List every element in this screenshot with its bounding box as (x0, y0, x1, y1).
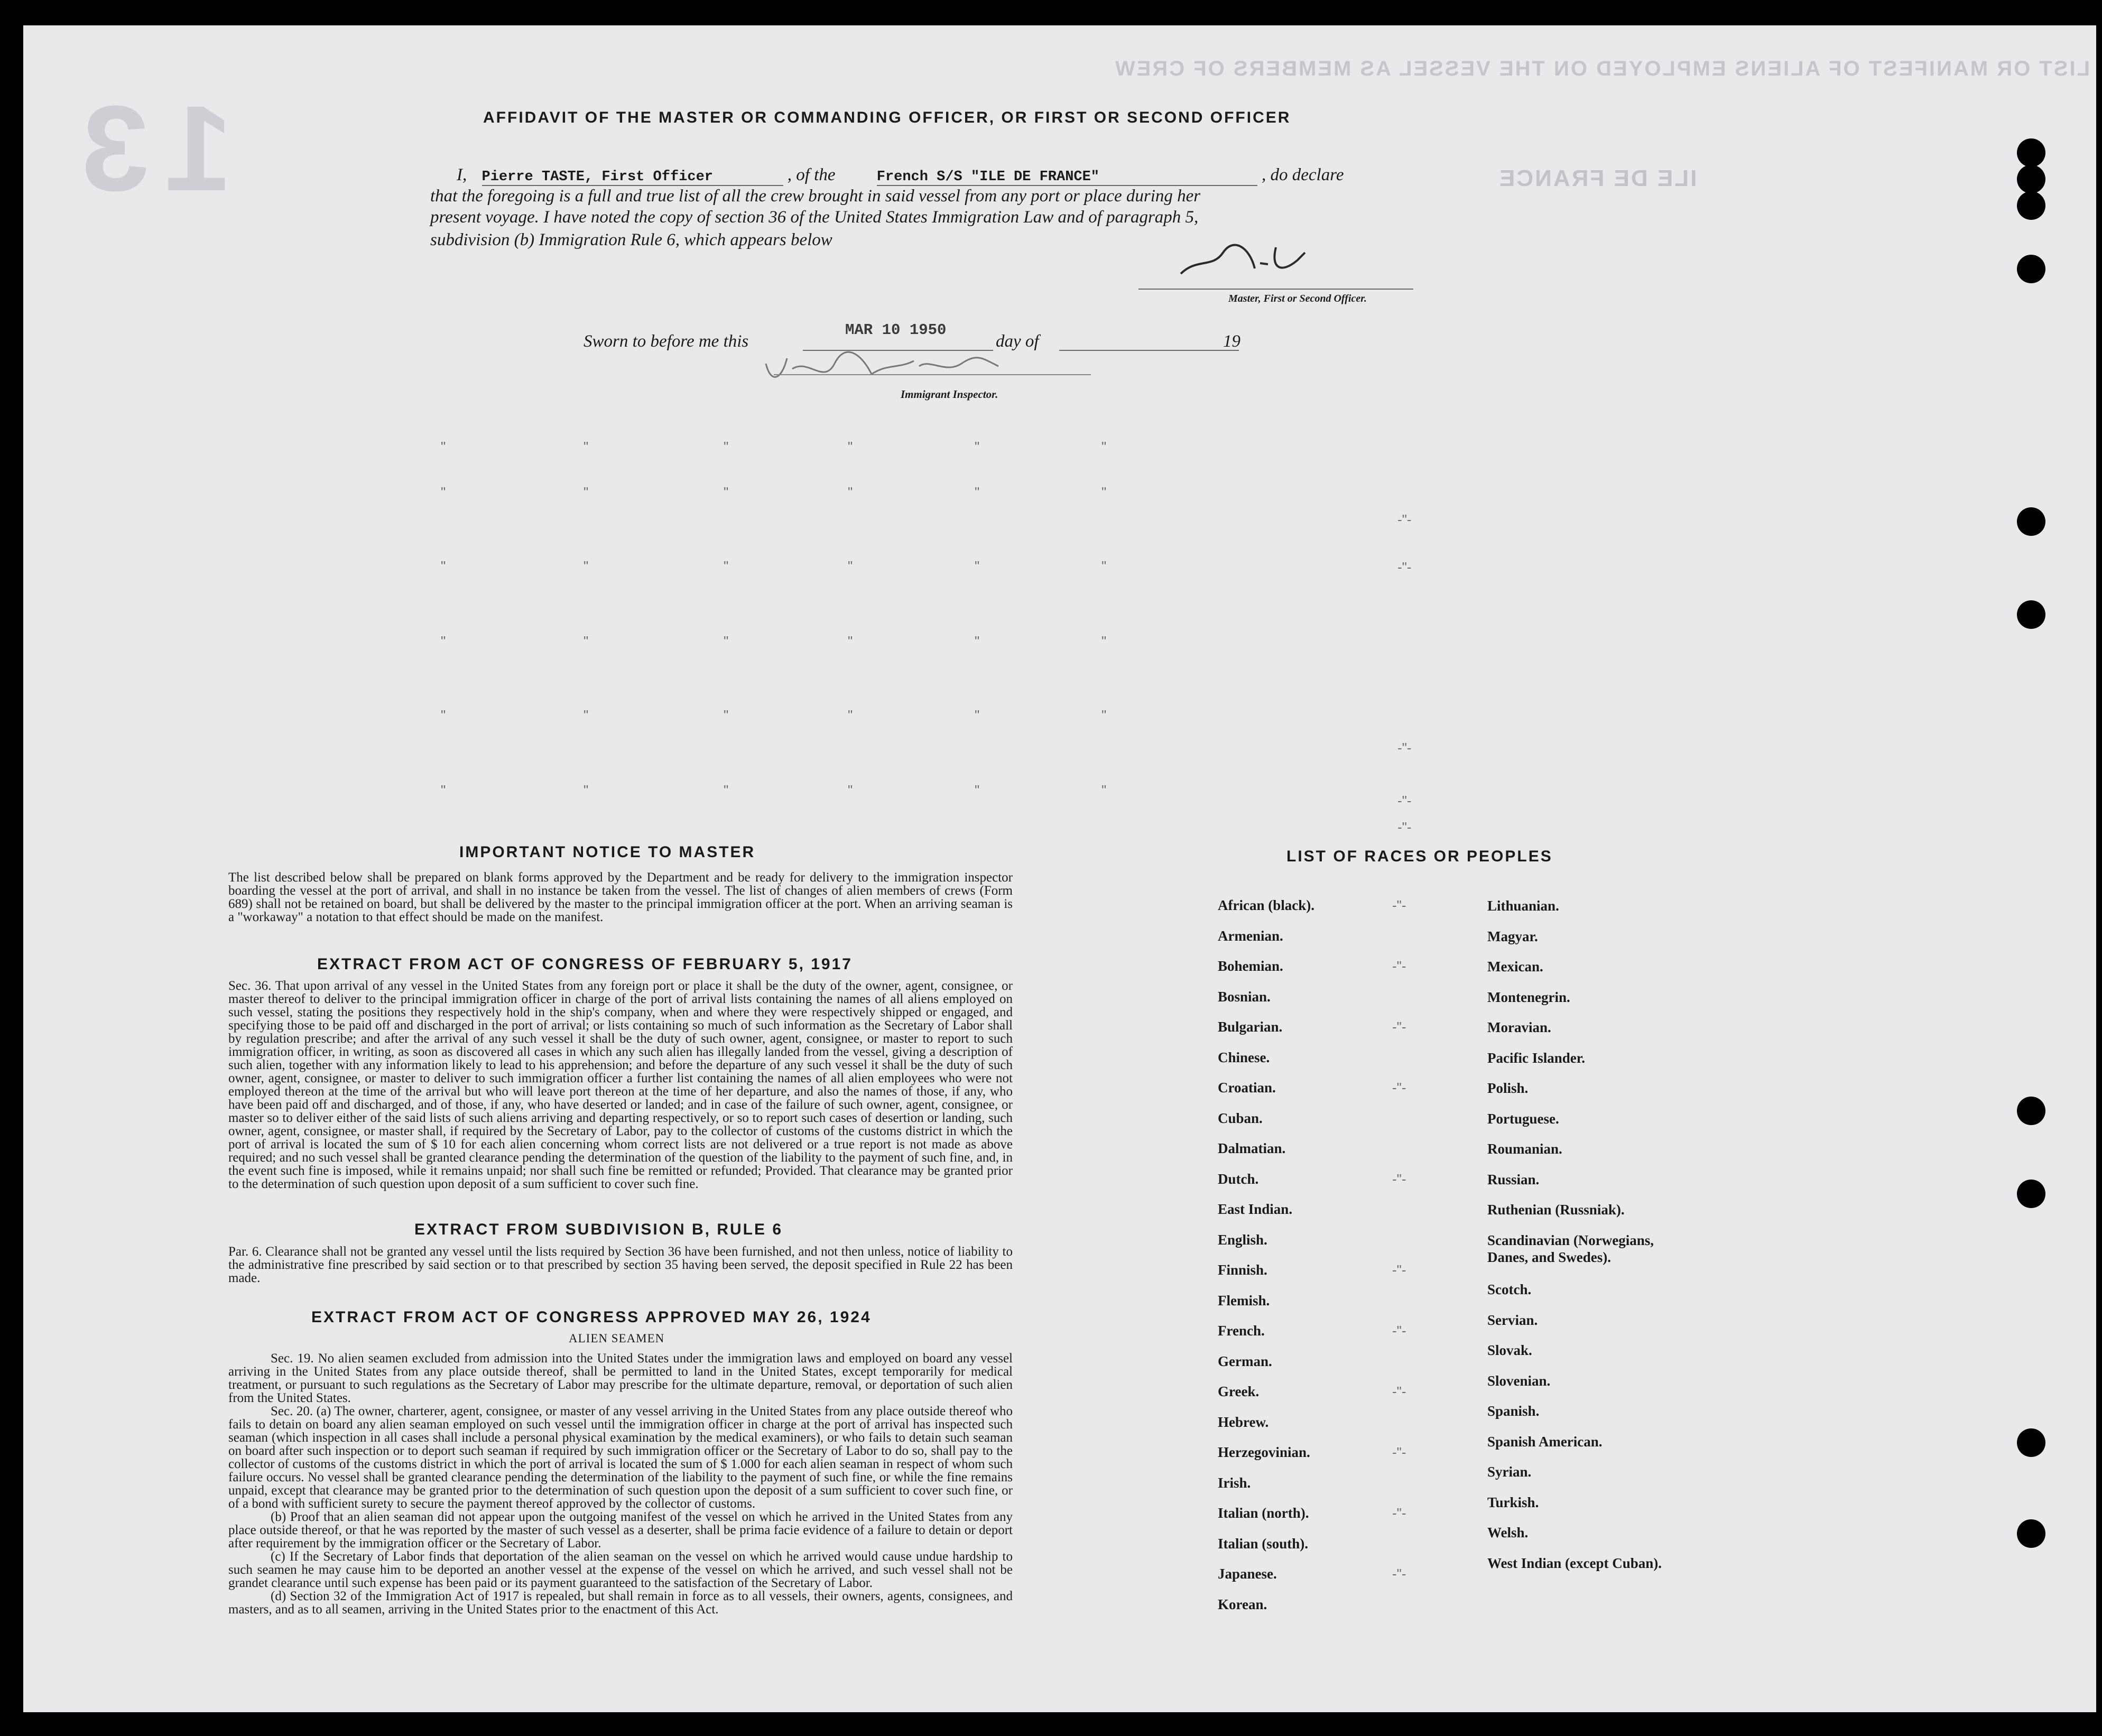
extract-1924-subtitle: ALIEN SEAMEN (569, 1332, 665, 1345)
ditto-mark: " (584, 633, 589, 649)
race-item: Lithuanian. (1487, 898, 1559, 914)
sec-20b: (b) Proof that an alien seaman did not appear upon the outgoing manifest of the vessel on which he arrived in the United States from any place outside thereof, or that he was reported by the master of such vessel as a deserter, shall be prima facie evidence of a failure to detain or deport after requirement by the immigration officer or the Secretary of Labor. (228, 1510, 1013, 1551)
punch-hole (2017, 1097, 2045, 1125)
vessel-name: French S/S "ILE DE FRANCE" (877, 169, 1257, 186)
punch-hole (2017, 1180, 2045, 1208)
ditto-mark: " (584, 707, 589, 723)
ditto-mark: " (848, 782, 853, 798)
race-item: Slovak. (1487, 1342, 1532, 1358)
race-item: Magyar. (1487, 928, 1538, 944)
race-item: Dutch. (1218, 1171, 1259, 1187)
dash-ditto-mark: -"- (1397, 512, 1412, 527)
sworn-label: Sworn to before me this (584, 332, 749, 351)
race-item: Slovenian. (1487, 1372, 1551, 1389)
race-item: Russian. (1487, 1171, 1540, 1187)
race-item: Japanese. (1218, 1566, 1277, 1582)
signature-line (1138, 289, 1413, 290)
race-item: Mexican. (1487, 959, 1543, 974)
inspector-caption: Immigrant Inspector. (901, 388, 998, 401)
ditto-mark: " (848, 707, 853, 723)
ditto-mark: " (724, 558, 729, 574)
race-item: Scandinavian (Norwegians, Danes, and Swedes). (1487, 1232, 1654, 1265)
race-item: Polish. (1487, 1080, 1529, 1096)
ditto-mark: " (1101, 558, 1107, 574)
extract-1917-body: Sec. 36. That upon arrival of any vessel in the United States from any foreign port or place it shall be the duty of the owner, agent, consignee, or master thereof to deliver to the principal immigration officer in charge of the port of arrival lists containing the names of all aliens employed on such vessel, stating the positions they respectively hold in the ship's company, when and where they were respectively shipped or engaged, and specifying those to be paid off and discharged in the port of arrival; or lists containing so much of such information as the Secretary of Labor shall by regulation prescribe; and after the arrival of any such vessel it shall be the duty of such owner, agent, consignee, or master to report to such immigration officer, in writing, as soon as discovered all cases in which any such alien has illegally landed from the vessel, giving a description of such alien, together with any information likely to lead to his apprehension; and before the departure of any such vessel it shall be the duty of such owner, agent, consignee, or master to deliver to such immigration officer a further list containing the names of all alien employees who were not employed thereon at the time of the arrival but who will leave port thereon at the time of her departure, and also the names of those, if any, who have been paid off and discharged, and of those, if any, who have deserted or landed; and in case of the failure of such owner, agent, consignee, or master so to deliver either of the said lists of such aliens arriving and departing respectively, or so to report such cases of desertion or landing, such owner, agent, consignee, or master shall, if required by the Secretary of Labor, pay to the collector of customs of the customs district in which the port of arrival is located the sum of $ 10 for each alien concerning whom correct lists are not delivered or a true report is not made as above required; and no such vessel shall be granted clearance pending the determination of the question of the liability to the payment of such fine, and, in the event such fine is imposed, while it remains unpaid; nor shall such fine be remitted or refunded; Provided. That clearance may be granted prior to the determination of such question upon deposit of a sum sufficient to cover such fine. (228, 979, 1013, 1191)
race-item: Syrian. (1487, 1464, 1532, 1480)
race-dash-mark: -"- (1392, 1262, 1406, 1278)
race-dash-mark: -"- (1392, 1080, 1406, 1096)
dash-ditto-mark: -"- (1397, 819, 1412, 835)
ditto-mark: " (441, 484, 446, 500)
bleed-through-header: LIST OR MANIFEST OF ALIENS EMPLOYED ON THE VESSEL AS MEMBERS OF CREW (1113, 57, 2090, 80)
sec-19: Sec. 19. No alien seamen excluded from admission into the United States under the immigration laws and employed on board any vessel arriving in the United States from any place outside thereof, shall be permitted to land in the United States, except temporarily for medical treatment, or pursuant to such regulations as the Secretary of Labor may prescribe for the ultimate departure, removal, or deportation of such alien from the United States. (228, 1351, 1013, 1405)
race-dash-mark: -"- (1392, 1171, 1406, 1187)
extract-1924-title: EXTRACT FROM ACT OF CONGRESS APPROVED MAY 26, 1924 (311, 1308, 872, 1326)
ditto-mark: " (724, 439, 729, 454)
ditto-mark: " (441, 782, 446, 798)
ditto-mark: " (848, 558, 853, 574)
ditto-mark: " (1101, 484, 1107, 500)
punch-hole (2017, 138, 2045, 167)
date-stamp: MAR 10 1950 (845, 321, 947, 339)
race-item: Turkish. (1487, 1494, 1539, 1510)
ditto-mark: " (724, 707, 729, 723)
punch-hole (2017, 255, 2045, 283)
race-item: Finnish. (1218, 1262, 1267, 1278)
race-item: Spanish. (1487, 1403, 1540, 1419)
affidavit-line-1 (457, 165, 1450, 186)
affidavit-title: AFFIDAVIT OF THE MASTER OR COMMANDING OFFICER, OR FIRST OR SECOND OFFICER (483, 109, 1291, 126)
race-item: Servian. (1487, 1312, 1538, 1328)
ditto-mark: " (441, 707, 446, 723)
race-item: Italian (north). (1218, 1505, 1309, 1521)
race-item: East Indian. (1218, 1201, 1293, 1217)
affidavit-line-3: present voyage. I have noted the copy of section 36 of the United States Immigration Law and of paragraph 5, (430, 208, 1199, 227)
notice-body: The list described below shall be prepared on blank forms approved by the Department and be ready for delivery to the immigration inspector boarding the vessel at the port of arrival, and shall in no instance be taken from the vessel. The list of changes of alien members of crews (Form 689) shall not be retained on board, but shall be delivered by the master to the principal immigration officer at the port. When an arriving seaman is a "workaway" a notation to that effect should be made on the manifest. (228, 870, 1013, 924)
ditto-mark: " (975, 558, 980, 574)
race-item: Greek. (1218, 1384, 1260, 1399)
year-label: 19 (1223, 332, 1240, 351)
ditto-mark: " (584, 558, 589, 574)
race-dash-mark: -"- (1392, 1566, 1406, 1582)
race-item: West Indian (except Cuban). (1487, 1555, 1662, 1571)
ditto-mark: " (724, 633, 729, 649)
notice-title: IMPORTANT NOTICE TO MASTER (459, 843, 756, 861)
ditto-mark: " (441, 633, 446, 649)
dash-ditto-mark: -"- (1397, 740, 1412, 756)
race-item: Italian (south). (1218, 1535, 1309, 1552)
race-item: Portuguese. (1487, 1110, 1559, 1127)
affidavit-line-4: subdivision (b) Immigration Rule 6, which appears below (430, 230, 832, 249)
punch-hole (2017, 1519, 2045, 1548)
race-dash-mark: -"- (1392, 1505, 1406, 1521)
race-dash-mark: -"- (1392, 897, 1406, 913)
race-dash-mark: -"- (1392, 1323, 1406, 1339)
race-item: Cuban. (1218, 1110, 1263, 1126)
of-the-label: , of the (787, 165, 836, 184)
day-of-label: day of (996, 332, 1039, 351)
race-item: Korean. (1218, 1596, 1267, 1612)
inspector-signature (761, 342, 1009, 390)
manifest-page (23, 25, 2096, 1712)
ditto-mark: " (848, 484, 853, 500)
race-item: Armenian. (1218, 927, 1283, 944)
race-item: Dalmatian. (1218, 1140, 1286, 1156)
ditto-mark: " (975, 633, 980, 649)
race-item: English. (1218, 1231, 1267, 1248)
ditto-mark: " (1101, 707, 1107, 723)
punch-hole (2017, 1428, 2045, 1457)
ditto-mark: " (441, 439, 446, 454)
affidavit-i: I, (457, 165, 467, 184)
race-item: Bulgarian. (1218, 1019, 1283, 1035)
officer-name: Pierre TASTE, First Officer (482, 169, 783, 186)
dash-ditto-mark: -"- (1397, 793, 1412, 809)
ditto-mark: " (848, 439, 853, 454)
race-item: Scotch. (1487, 1282, 1532, 1297)
race-item: Welsh. (1487, 1525, 1529, 1540)
ditto-mark: " (1101, 782, 1107, 798)
punch-hole (2017, 191, 2045, 220)
affidavit-line-2: that the foregoing is a full and true list of all the crew brought in said vessel from any port or place during her (430, 187, 1201, 206)
month-line (1059, 350, 1239, 351)
race-item: Herzegovinian. (1218, 1444, 1310, 1460)
race-item: Pacific Islander. (1487, 1050, 1585, 1066)
race-dash-mark: -"- (1392, 1444, 1406, 1460)
races-title: LIST OF RACES OR PEOPLES (1286, 848, 1553, 865)
punch-hole (2017, 507, 2045, 536)
ditto-mark: " (975, 439, 980, 454)
ditto-mark: " (1101, 439, 1107, 454)
sheet-number: 13 (66, 80, 233, 216)
ditto-mark: " (724, 484, 729, 500)
ditto-mark: " (975, 484, 980, 500)
dash-ditto-mark: -"- (1397, 559, 1412, 575)
bleed-through-vessel: ILE DE FRANCE (1498, 165, 1697, 191)
race-item: Chinese. (1218, 1049, 1270, 1065)
race-item: Flemish. (1218, 1292, 1270, 1308)
ditto-mark: " (441, 558, 446, 574)
ditto-mark: " (584, 484, 589, 500)
race-item: Irish. (1218, 1474, 1251, 1491)
sec-20a: Sec. 20. (a) The owner, charterer, agent, consignee, or master of any vessel arriving in the United States from any place outside thereof who fails to detain on board any alien seaman employed on such vessel until the immigration officer in charge at the port of arrival has inspected such seaman (which inspection in all cases shall include a personal physical examination by the medical examiners), or who fails to detain such seaman on board after such inspection or to deport such seaman if required by such immigration officer or the Secretary of Labor to do so, shall pay to the collector of customs of the customs district in which the port of arrival is located the sum of $ 1.000 for each alien seaman in respect of whom such failure occurs. No vessel shall be granted clearance pending the determination of the liability to the payment of such fine, or while the fine remains unpaid, except that clearance may be granted prior to the determination of such question upon the deposit of a sum sufficient to cover such fine, or of a bond with sufficient surety to secure the payment thereof approved by the collector of customs. (228, 1404, 1013, 1511)
ditto-mark: " (1101, 633, 1107, 649)
race-item: Spanish American. (1487, 1433, 1603, 1450)
extract-rule6-body: Par. 6. Clearance shall not be granted any vessel until the lists required by Section 36 have been furnished, and not then unless, notice of liability to the administrative fine prescribed by said section or to that prescribed by section 35 having been served, the deposit specified in Rule 22 has been made. (228, 1245, 1013, 1285)
extract-1924-body (228, 1352, 1013, 1616)
race-item: Croatian. (1218, 1080, 1276, 1096)
race-item: Roumanian. (1487, 1141, 1562, 1157)
inspector-line (774, 374, 1091, 375)
ditto-mark: " (724, 782, 729, 798)
race-dash-mark: -"- (1392, 1384, 1406, 1399)
do-declare-label: , do declare (1261, 165, 1344, 184)
punch-hole (2017, 600, 2045, 629)
ditto-mark: " (848, 633, 853, 649)
sec-20c: (c) If the Secretary of Labor finds that deportation of the alien seaman on the vessel on which he arrived would cause undue hardship to such seamen he may cause him to be deported an another vessel at the expense of the vessel on which he arrived, and such vessel shall not be grandet clearance until such expense has been paid or its payment guaranteed to the satisfaction of the Secretary of Labor. (228, 1549, 1013, 1590)
race-item: Bohemian. (1218, 958, 1283, 974)
extract-1917-title: EXTRACT FROM ACT OF CONGRESS OF FEBRUARY 5, 1917 (317, 955, 853, 973)
extract-rule6-title: EXTRACT FROM SUBDIVISION B, RULE 6 (414, 1221, 783, 1238)
race-item: Bosnian. (1218, 988, 1271, 1005)
officer-signature (1175, 237, 1313, 284)
sec-20d: (d) Section 32 of the Immigration Act of 1917 is repealed, but shall remain in force as to all vessels, their owners, agents, consignees, and masters, and as to all seamen, arriving in the United States prior to the enactment of this Act. (228, 1589, 1013, 1617)
ditto-mark: " (975, 782, 980, 798)
race-item: Ruthenian (Russniak). (1487, 1202, 1625, 1218)
race-item: German. (1218, 1353, 1272, 1369)
race-item: Montenegrin. (1487, 989, 1570, 1005)
race-item: Hebrew. (1218, 1414, 1269, 1430)
ditto-mark: " (584, 439, 589, 454)
ditto-mark: " (975, 707, 980, 723)
race-dash-mark: -"- (1392, 1019, 1406, 1035)
race-item: French. (1218, 1323, 1265, 1339)
signature-caption: Master, First or Second Officer. (1228, 293, 1367, 304)
ditto-mark: " (584, 782, 589, 798)
race-dash-mark: -"- (1392, 958, 1406, 974)
race-item: Moravian. (1487, 1019, 1551, 1035)
punch-hole (2017, 165, 2045, 193)
race-item: African (black). (1218, 897, 1314, 913)
